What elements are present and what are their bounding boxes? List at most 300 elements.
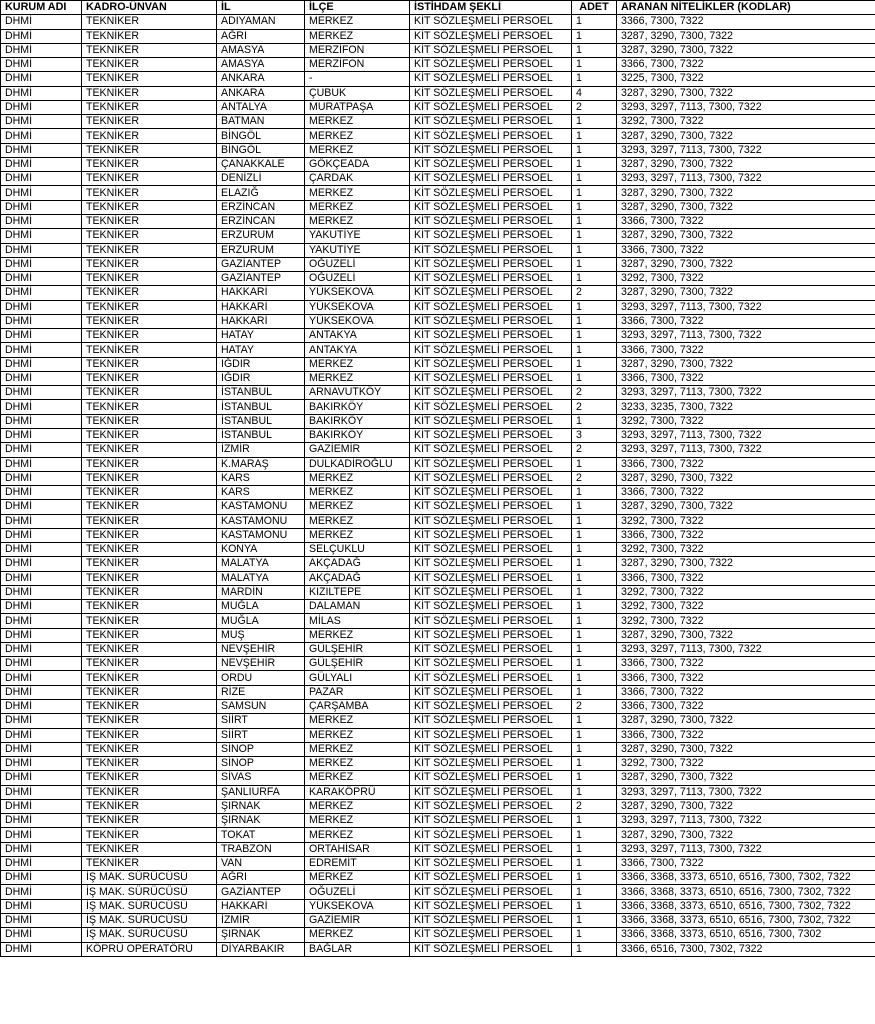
cell-istihdam-sekli: KİT SÖZLEŞMELİ PERSOEL	[410, 842, 572, 856]
cell-il: ERZURUM	[217, 243, 305, 257]
cell-istihdam-sekli: KİT SÖZLEŞMELİ PERSOEL	[410, 15, 572, 29]
cell-il: RİZE	[217, 685, 305, 699]
cell-kurum-adi: DHMİ	[1, 814, 82, 828]
cell-kurum-adi: DHMİ	[1, 329, 82, 343]
cell-adet: 1	[572, 742, 617, 756]
cell-kurum-adi: DHMİ	[1, 471, 82, 485]
cell-aranan-nitelikler: 3293, 3297, 7113, 7300, 7322	[617, 428, 875, 442]
cell-kadro-unvan: KÖPRÜ OPERATÖRÜ	[82, 942, 217, 956]
cell-istihdam-sekli: KİT SÖZLEŞMELİ PERSOEL	[410, 728, 572, 742]
header-kurum-adi: KURUM ADI	[1, 1, 82, 15]
cell-il: İSTANBUL	[217, 414, 305, 428]
cell-kurum-adi: DHMİ	[1, 771, 82, 785]
cell-kadro-unvan: TEKNİKER	[82, 157, 217, 171]
cell-aranan-nitelikler: 3287, 3290, 7300, 7322	[617, 86, 875, 100]
cell-il: AĞRI	[217, 871, 305, 885]
cell-kurum-adi: DHMİ	[1, 557, 82, 571]
cell-adet: 1	[572, 557, 617, 571]
cell-kurum-adi: DHMİ	[1, 72, 82, 86]
cell-ilce: ORTAHİSAR	[305, 842, 410, 856]
cell-aranan-nitelikler: 3287, 3290, 7300, 7322	[617, 742, 875, 756]
cell-kadro-unvan: TEKNİKER	[82, 828, 217, 842]
cell-il: GAZİANTEP	[217, 257, 305, 271]
cell-aranan-nitelikler: 3366, 7300, 7322	[617, 343, 875, 357]
cell-aranan-nitelikler: 3292, 7300, 7322	[617, 585, 875, 599]
cell-istihdam-sekli: KİT SÖZLEŞMELİ PERSOEL	[410, 86, 572, 100]
cell-adet: 1	[572, 329, 617, 343]
cell-istihdam-sekli: KİT SÖZLEŞMELİ PERSOEL	[410, 771, 572, 785]
table-row	[1, 871, 875, 885]
table-row	[1, 243, 875, 257]
cell-adet: 1	[572, 186, 617, 200]
table-row	[1, 500, 875, 514]
table-row	[1, 657, 875, 671]
cell-adet: 1	[572, 243, 617, 257]
cell-ilce: MERKEZ	[305, 871, 410, 885]
table-row	[1, 914, 875, 928]
cell-istihdam-sekli: KİT SÖZLEŞMELİ PERSOEL	[410, 899, 572, 913]
cell-aranan-nitelikler: 3366, 7300, 7322	[617, 58, 875, 72]
cell-kurum-adi: DHMİ	[1, 15, 82, 29]
table-row	[1, 43, 875, 57]
cell-kurum-adi: DHMİ	[1, 842, 82, 856]
cell-ilce: ÇARŞAMBA	[305, 700, 410, 714]
cell-kurum-adi: DHMİ	[1, 343, 82, 357]
cell-kadro-unvan: TEKNİKER	[82, 314, 217, 328]
cell-istihdam-sekli: KİT SÖZLEŞMELİ PERSOEL	[410, 357, 572, 371]
cell-ilce: MERKEZ	[305, 757, 410, 771]
cell-kadro-unvan: TEKNİKER	[82, 799, 217, 813]
table-row	[1, 799, 875, 813]
cell-istihdam-sekli: KİT SÖZLEŞMELİ PERSOEL	[410, 700, 572, 714]
cell-il: ERZİNCAN	[217, 214, 305, 228]
cell-kadro-unvan: TEKNİKER	[82, 657, 217, 671]
cell-adet: 1	[572, 657, 617, 671]
table-row	[1, 628, 875, 642]
cell-kurum-adi: DHMİ	[1, 571, 82, 585]
cell-ilce: MERKEZ	[305, 514, 410, 528]
cell-il: MALATYA	[217, 557, 305, 571]
table-row	[1, 357, 875, 371]
cell-ilce: MERKEZ	[305, 200, 410, 214]
cell-il: DENİZLİ	[217, 172, 305, 186]
cell-istihdam-sekli: KİT SÖZLEŞMELİ PERSOEL	[410, 286, 572, 300]
cell-kadro-unvan: TEKNİKER	[82, 714, 217, 728]
cell-kurum-adi: DHMİ	[1, 657, 82, 671]
cell-kurum-adi: DHMİ	[1, 742, 82, 756]
cell-kurum-adi: DHMİ	[1, 157, 82, 171]
cell-istihdam-sekli: KİT SÖZLEŞMELİ PERSOEL	[410, 500, 572, 514]
cell-kurum-adi: DHMİ	[1, 685, 82, 699]
cell-il: BİNGÖL	[217, 129, 305, 143]
cell-aranan-nitelikler: 3366, 7300, 7322	[617, 457, 875, 471]
cell-kadro-unvan: TEKNİKER	[82, 728, 217, 742]
cell-adet: 1	[572, 29, 617, 43]
cell-il: K.MARAŞ	[217, 457, 305, 471]
cell-kurum-adi: DHMİ	[1, 528, 82, 542]
cell-ilce: GÜLŞEHİR	[305, 657, 410, 671]
table-row	[1, 72, 875, 86]
cell-il: ANKARA	[217, 86, 305, 100]
cell-ilce: YÜKSEKOVA	[305, 286, 410, 300]
cell-kadro-unvan: İŞ MAK. SÜRÜCÜSÜ	[82, 885, 217, 899]
cell-kurum-adi: DHMİ	[1, 272, 82, 286]
cell-istihdam-sekli: KİT SÖZLEŞMELİ PERSOEL	[410, 628, 572, 642]
cell-ilce: ANTAKYA	[305, 343, 410, 357]
cell-aranan-nitelikler: 3366, 7300, 7322	[617, 571, 875, 585]
cell-kurum-adi: DHMİ	[1, 286, 82, 300]
cell-ilce: YÜKSEKOVA	[305, 899, 410, 913]
cell-aranan-nitelikler: 3287, 3290, 7300, 7322	[617, 229, 875, 243]
cell-kurum-adi: DHMİ	[1, 100, 82, 114]
cell-adet: 1	[572, 543, 617, 557]
cell-adet: 1	[572, 43, 617, 57]
cell-kurum-adi: DHMİ	[1, 428, 82, 442]
cell-ilce: MERKEZ	[305, 186, 410, 200]
cell-kadro-unvan: TEKNİKER	[82, 43, 217, 57]
cell-adet: 2	[572, 700, 617, 714]
cell-kurum-adi: DHMİ	[1, 457, 82, 471]
cell-adet: 4	[572, 86, 617, 100]
cell-istihdam-sekli: KİT SÖZLEŞMELİ PERSOEL	[410, 685, 572, 699]
cell-kadro-unvan: TEKNİKER	[82, 571, 217, 585]
cell-il: İSTANBUL	[217, 400, 305, 414]
cell-ilce: -	[305, 72, 410, 86]
cell-aranan-nitelikler: 3366, 7300, 7322	[617, 728, 875, 742]
table-row	[1, 229, 875, 243]
cell-ilce: MERKEZ	[305, 15, 410, 29]
table-row	[1, 371, 875, 385]
cell-aranan-nitelikler: 3287, 3290, 7300, 7322	[617, 157, 875, 171]
cell-ilce: YAKUTİYE	[305, 229, 410, 243]
cell-istihdam-sekli: KİT SÖZLEŞMELİ PERSOEL	[410, 657, 572, 671]
cell-kadro-unvan: TEKNİKER	[82, 29, 217, 43]
cell-adet: 1	[572, 628, 617, 642]
cell-kurum-adi: DHMİ	[1, 885, 82, 899]
cell-ilce: ÇUBUK	[305, 86, 410, 100]
cell-kurum-adi: DHMİ	[1, 129, 82, 143]
cell-aranan-nitelikler: 3287, 3290, 7300, 7322	[617, 628, 875, 642]
cell-adet: 1	[572, 172, 617, 186]
table-row	[1, 58, 875, 72]
cell-adet: 1	[572, 600, 617, 614]
cell-kurum-adi: DHMİ	[1, 58, 82, 72]
cell-il: HAKKARİ	[217, 899, 305, 913]
cell-aranan-nitelikler: 3366, 7300, 7322	[617, 657, 875, 671]
cell-adet: 1	[572, 728, 617, 742]
cell-istihdam-sekli: KİT SÖZLEŞMELİ PERSOEL	[410, 343, 572, 357]
cell-kadro-unvan: TEKNİKER	[82, 200, 217, 214]
cell-ilce: MERZİFON	[305, 43, 410, 57]
cell-adet: 1	[572, 899, 617, 913]
cell-aranan-nitelikler: 3293, 3297, 7113, 7300, 7322	[617, 642, 875, 656]
cell-istihdam-sekli: KİT SÖZLEŞMELİ PERSOEL	[410, 443, 572, 457]
cell-kadro-unvan: İŞ MAK. SÜRÜCÜSÜ	[82, 928, 217, 942]
cell-aranan-nitelikler: 3366, 7300, 7322	[617, 15, 875, 29]
cell-kurum-adi: DHMİ	[1, 115, 82, 129]
cell-il: TRABZON	[217, 842, 305, 856]
table-row	[1, 700, 875, 714]
cell-il: MALATYA	[217, 571, 305, 585]
cell-adet: 1	[572, 842, 617, 856]
cell-adet: 1	[572, 272, 617, 286]
cell-istihdam-sekli: KİT SÖZLEŞMELİ PERSOEL	[410, 543, 572, 557]
cell-aranan-nitelikler: 3287, 3290, 7300, 7322	[617, 43, 875, 57]
cell-ilce: MERKEZ	[305, 129, 410, 143]
cell-il: NEVŞEHİR	[217, 657, 305, 671]
cell-istihdam-sekli: KİT SÖZLEŞMELİ PERSOEL	[410, 757, 572, 771]
cell-ilce: GAZİEMİR	[305, 443, 410, 457]
cell-ilce: BAKIRKÖY	[305, 428, 410, 442]
cell-istihdam-sekli: KİT SÖZLEŞMELİ PERSOEL	[410, 214, 572, 228]
cell-kurum-adi: DHMİ	[1, 300, 82, 314]
table-row	[1, 400, 875, 414]
cell-kadro-unvan: TEKNİKER	[82, 300, 217, 314]
cell-kadro-unvan: TEKNİKER	[82, 700, 217, 714]
cell-il: ŞIRNAK	[217, 799, 305, 813]
table-row	[1, 942, 875, 956]
cell-adet: 1	[572, 871, 617, 885]
cell-adet: 1	[572, 486, 617, 500]
cell-kadro-unvan: TEKNİKER	[82, 457, 217, 471]
table-row	[1, 257, 875, 271]
cell-il: DİYARBAKIR	[217, 942, 305, 956]
cell-aranan-nitelikler: 3366, 3368, 3373, 6510, 6516, 7300, 7302, 7322	[617, 899, 875, 913]
cell-ilce: KARAKÖPRÜ	[305, 785, 410, 799]
cell-adet: 1	[572, 314, 617, 328]
cell-kadro-unvan: TEKNİKER	[82, 400, 217, 414]
cell-aranan-nitelikler: 3287, 3290, 7300, 7322	[617, 471, 875, 485]
cell-istihdam-sekli: KİT SÖZLEŞMELİ PERSOEL	[410, 942, 572, 956]
cell-aranan-nitelikler: 3292, 7300, 7322	[617, 600, 875, 614]
cell-il: İSTANBUL	[217, 428, 305, 442]
table-body	[1, 15, 875, 957]
cell-kurum-adi: DHMİ	[1, 500, 82, 514]
cell-istihdam-sekli: KİT SÖZLEŞMELİ PERSOEL	[410, 486, 572, 500]
cell-adet: 1	[572, 814, 617, 828]
cell-il: KARS	[217, 471, 305, 485]
cell-istihdam-sekli: KİT SÖZLEŞMELİ PERSOEL	[410, 885, 572, 899]
cell-adet: 2	[572, 443, 617, 457]
cell-kadro-unvan: TEKNİKER	[82, 443, 217, 457]
table-row	[1, 300, 875, 314]
cell-istihdam-sekli: KİT SÖZLEŞMELİ PERSOEL	[410, 58, 572, 72]
table-row	[1, 757, 875, 771]
cell-aranan-nitelikler: 3287, 3290, 7300, 7322	[617, 799, 875, 813]
cell-il: HAKKARİ	[217, 300, 305, 314]
cell-istihdam-sekli: KİT SÖZLEŞMELİ PERSOEL	[410, 43, 572, 57]
cell-aranan-nitelikler: 3287, 3290, 7300, 7322	[617, 186, 875, 200]
cell-istihdam-sekli: KİT SÖZLEŞMELİ PERSOEL	[410, 428, 572, 442]
cell-istihdam-sekli: KİT SÖZLEŞMELİ PERSOEL	[410, 585, 572, 599]
cell-istihdam-sekli: KİT SÖZLEŞMELİ PERSOEL	[410, 329, 572, 343]
cell-kadro-unvan: TEKNİKER	[82, 671, 217, 685]
cell-adet: 1	[572, 528, 617, 542]
header-aranan-nitelikler: ARANAN NİTELİKLER (KODLAR)	[617, 1, 875, 15]
cell-adet: 1	[572, 942, 617, 956]
cell-aranan-nitelikler: 3293, 3297, 7113, 7300, 7322	[617, 443, 875, 457]
cell-istihdam-sekli: KİT SÖZLEŞMELİ PERSOEL	[410, 528, 572, 542]
cell-kadro-unvan: TEKNİKER	[82, 642, 217, 656]
cell-adet: 1	[572, 15, 617, 29]
cell-ilce: MERKEZ	[305, 814, 410, 828]
cell-istihdam-sekli: KİT SÖZLEŞMELİ PERSOEL	[410, 129, 572, 143]
table-row	[1, 172, 875, 186]
cell-ilce: YÜKSEKOVA	[305, 314, 410, 328]
cell-adet: 2	[572, 286, 617, 300]
header-ilce: İLÇE	[305, 1, 410, 15]
cell-adet: 1	[572, 214, 617, 228]
cell-aranan-nitelikler: 3366, 7300, 7322	[617, 371, 875, 385]
cell-kadro-unvan: TEKNİKER	[82, 100, 217, 114]
cell-kurum-adi: DHMİ	[1, 700, 82, 714]
cell-ilce: GAZİEMİR	[305, 914, 410, 928]
cell-aranan-nitelikler: 3292, 7300, 7322	[617, 414, 875, 428]
cell-aranan-nitelikler: 3287, 3290, 7300, 7322	[617, 557, 875, 571]
table-row	[1, 814, 875, 828]
table-row	[1, 486, 875, 500]
cell-kadro-unvan: TEKNİKER	[82, 243, 217, 257]
cell-kadro-unvan: TEKNİKER	[82, 86, 217, 100]
cell-ilce: MERKEZ	[305, 486, 410, 500]
cell-kurum-adi: DHMİ	[1, 628, 82, 642]
cell-kadro-unvan: TEKNİKER	[82, 72, 217, 86]
cell-istihdam-sekli: KİT SÖZLEŞMELİ PERSOEL	[410, 229, 572, 243]
table-row	[1, 785, 875, 799]
table-row	[1, 528, 875, 542]
table-row	[1, 557, 875, 571]
cell-kadro-unvan: TEKNİKER	[82, 414, 217, 428]
cell-adet: 1	[572, 671, 617, 685]
cell-kadro-unvan: TEKNİKER	[82, 785, 217, 799]
cell-aranan-nitelikler: 3287, 3290, 7300, 7322	[617, 29, 875, 43]
cell-kadro-unvan: TEKNİKER	[82, 229, 217, 243]
cell-ilce: MERKEZ	[305, 115, 410, 129]
cell-adet: 1	[572, 642, 617, 656]
cell-kadro-unvan: TEKNİKER	[82, 371, 217, 385]
cell-adet: 2	[572, 400, 617, 414]
cell-istihdam-sekli: KİT SÖZLEŞMELİ PERSOEL	[410, 914, 572, 928]
table-row	[1, 286, 875, 300]
table-row	[1, 443, 875, 457]
cell-il: ELAZIĞ	[217, 186, 305, 200]
cell-kurum-adi: DHMİ	[1, 371, 82, 385]
cell-adet: 1	[572, 229, 617, 243]
cell-kadro-unvan: TEKNİKER	[82, 186, 217, 200]
cell-kadro-unvan: TEKNİKER	[82, 343, 217, 357]
cell-adet: 1	[572, 371, 617, 385]
cell-aranan-nitelikler: 3293, 3297, 7113, 7300, 7322	[617, 172, 875, 186]
cell-kurum-adi: DHMİ	[1, 714, 82, 728]
cell-adet: 1	[572, 514, 617, 528]
cell-ilce: SELÇUKLU	[305, 543, 410, 557]
table-row	[1, 457, 875, 471]
cell-kadro-unvan: TEKNİKER	[82, 129, 217, 143]
cell-adet: 2	[572, 386, 617, 400]
cell-il: MUĞLA	[217, 600, 305, 614]
cell-aranan-nitelikler: 3366, 7300, 7322	[617, 671, 875, 685]
cell-il: ŞIRNAK	[217, 928, 305, 942]
cell-il: ŞIRNAK	[217, 814, 305, 828]
cell-il: ANTALYA	[217, 100, 305, 114]
table-row	[1, 928, 875, 942]
cell-adet: 2	[572, 100, 617, 114]
cell-adet: 1	[572, 785, 617, 799]
cell-il: AMASYA	[217, 43, 305, 57]
cell-il: BİNGÖL	[217, 143, 305, 157]
table-row	[1, 600, 875, 614]
cell-kurum-adi: DHMİ	[1, 928, 82, 942]
table-row	[1, 200, 875, 214]
cell-il: SİİRT	[217, 714, 305, 728]
table-row	[1, 186, 875, 200]
cell-istihdam-sekli: KİT SÖZLEŞMELİ PERSOEL	[410, 157, 572, 171]
cell-kurum-adi: DHMİ	[1, 585, 82, 599]
table-row	[1, 115, 875, 129]
cell-kadro-unvan: TEKNİKER	[82, 685, 217, 699]
cell-il: HAKKARİ	[217, 286, 305, 300]
cell-ilce: MERKEZ	[305, 928, 410, 942]
cell-kurum-adi: DHMİ	[1, 172, 82, 186]
cell-il: ERZİNCAN	[217, 200, 305, 214]
cell-istihdam-sekli: KİT SÖZLEŞMELİ PERSOEL	[410, 871, 572, 885]
header-istihdam-sekli: İSTİHDAM ŞEKLİ	[410, 1, 572, 15]
cell-ilce: AKÇADAĞ	[305, 571, 410, 585]
cell-il: HAKKARİ	[217, 314, 305, 328]
cell-kurum-adi: DHMİ	[1, 400, 82, 414]
table-row	[1, 129, 875, 143]
cell-istihdam-sekli: KİT SÖZLEŞMELİ PERSOEL	[410, 172, 572, 186]
cell-il: ÇANAKKALE	[217, 157, 305, 171]
cell-kadro-unvan: TEKNİKER	[82, 257, 217, 271]
cell-aranan-nitelikler: 3293, 3297, 7113, 7300, 7322	[617, 386, 875, 400]
cell-istihdam-sekli: KİT SÖZLEŞMELİ PERSOEL	[410, 457, 572, 471]
cell-kadro-unvan: TEKNİKER	[82, 329, 217, 343]
cell-aranan-nitelikler: 3366, 7300, 7322	[617, 856, 875, 870]
cell-kadro-unvan: TEKNİKER	[82, 172, 217, 186]
cell-ilce: GÜLŞEHİR	[305, 642, 410, 656]
cell-adet: 1	[572, 72, 617, 86]
cell-aranan-nitelikler: 3287, 3290, 7300, 7322	[617, 257, 875, 271]
cell-aranan-nitelikler: 3366, 7300, 7322	[617, 486, 875, 500]
cell-adet: 1	[572, 714, 617, 728]
cell-kurum-adi: DHMİ	[1, 29, 82, 43]
cell-istihdam-sekli: KİT SÖZLEŞMELİ PERSOEL	[410, 600, 572, 614]
cell-kadro-unvan: TEKNİKER	[82, 272, 217, 286]
cell-il: KASTAMONU	[217, 514, 305, 528]
cell-ilce: MURATPAŞA	[305, 100, 410, 114]
cell-aranan-nitelikler: 3292, 7300, 7322	[617, 514, 875, 528]
cell-ilce: MERKEZ	[305, 771, 410, 785]
table-row	[1, 742, 875, 756]
cell-ilce: MERKEZ	[305, 29, 410, 43]
cell-il: GAZİANTEP	[217, 885, 305, 899]
table-row	[1, 671, 875, 685]
cell-adet: 1	[572, 357, 617, 371]
header-adet: ADET	[572, 1, 617, 15]
cell-aranan-nitelikler: 3287, 3290, 7300, 7322	[617, 286, 875, 300]
cell-kadro-unvan: TEKNİKER	[82, 15, 217, 29]
cell-istihdam-sekli: KİT SÖZLEŞMELİ PERSOEL	[410, 471, 572, 485]
cell-istihdam-sekli: KİT SÖZLEŞMELİ PERSOEL	[410, 314, 572, 328]
cell-kurum-adi: DHMİ	[1, 200, 82, 214]
table-row	[1, 471, 875, 485]
cell-aranan-nitelikler: 3293, 3297, 7113, 7300, 7322	[617, 329, 875, 343]
cell-adet: 1	[572, 685, 617, 699]
cell-il: HATAY	[217, 343, 305, 357]
cell-ilce: MERKEZ	[305, 371, 410, 385]
cell-istihdam-sekli: KİT SÖZLEŞMELİ PERSOEL	[410, 714, 572, 728]
